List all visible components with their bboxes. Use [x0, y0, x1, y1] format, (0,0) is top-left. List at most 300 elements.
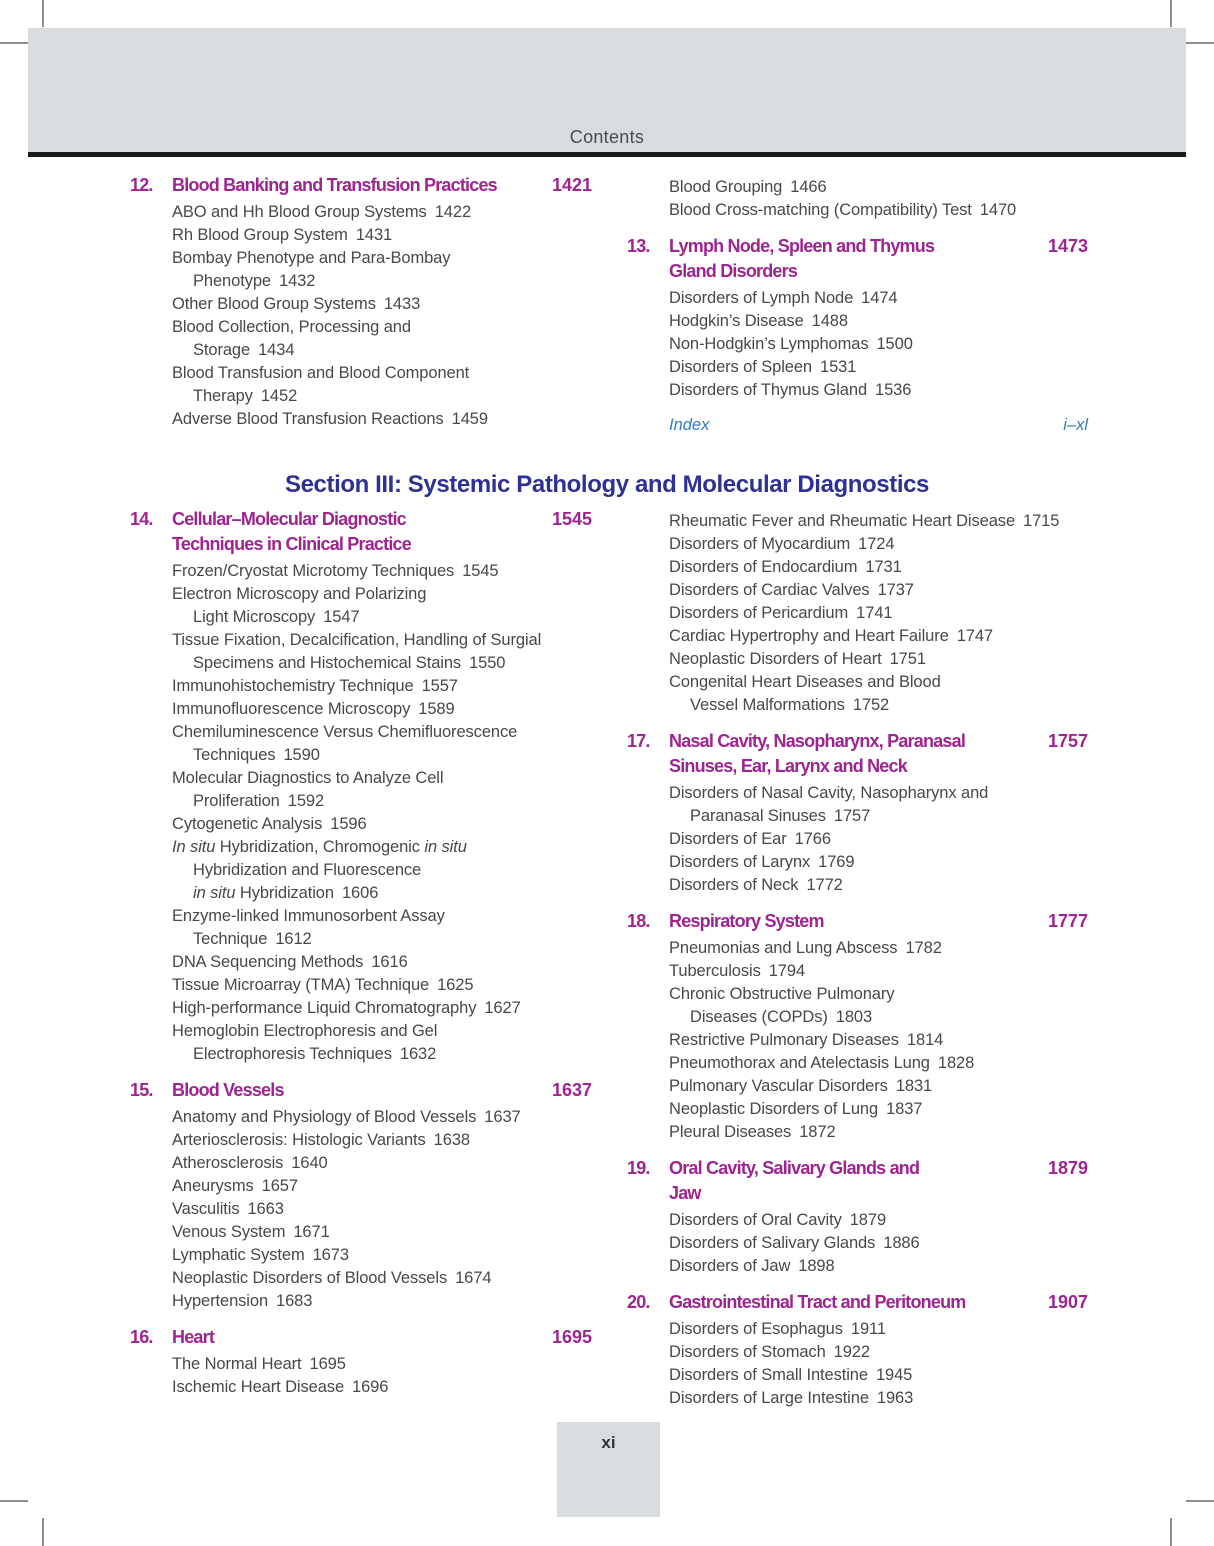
chapter-title-line: Cellular–Molecular Diagnostic [172, 509, 406, 529]
toc-chapter [130, 1325, 592, 1399]
toc-entry-line [130, 1290, 592, 1313]
entry-text: Neoplastic Disorders of Blood Vessels [172, 1269, 448, 1287]
chapter-heading [130, 173, 592, 198]
entry-text: Hypertension [172, 1292, 269, 1310]
crop-mark-bottom-left-vertical [42, 1518, 44, 1546]
entry-text: Neoplastic Disorders of Heart [669, 650, 882, 668]
entry-page-number: 1531 [820, 358, 857, 376]
toc-column-left [130, 173, 592, 437]
toc-entry-line [130, 1244, 592, 1267]
entry-text: Cardiac Hypertrophy and Heart Failure [669, 627, 949, 645]
toc-entry [130, 583, 592, 629]
toc-chapter [627, 729, 1088, 897]
entry-page-number: 1627 [484, 999, 521, 1017]
entry-text: Disorders of Myocardium [669, 535, 851, 553]
entry-text: Hybridization and Fluorescence [193, 861, 422, 879]
toc-entry [130, 1129, 592, 1152]
toc-entry-line [130, 293, 592, 316]
entry-page-number: 1466 [790, 178, 827, 196]
chapter-title-line: Blood Banking and Transfusion Practices [172, 175, 497, 195]
entry-text: Paranasal Sinuses [690, 807, 826, 825]
entry-page-number: 1695 [309, 1355, 346, 1373]
entry-text: Disorders of Endocardium [669, 558, 858, 576]
toc-entry-line [130, 652, 592, 675]
toc-entry [130, 767, 592, 813]
entry-page-number: 1550 [469, 654, 506, 672]
toc-entry [130, 224, 592, 247]
entry-page-number: 1922 [833, 1343, 870, 1361]
chapter-title-line: Techniques in Clinical Practice [172, 534, 411, 554]
toc-entry-line [130, 1376, 592, 1399]
toc-entry [627, 960, 1088, 983]
toc-entry-line [130, 813, 592, 836]
toc-entry [130, 1106, 592, 1129]
toc-chapter [130, 1078, 592, 1313]
chapter-page-number: 1473 [1047, 236, 1088, 256]
header-rule [28, 152, 1186, 157]
chapter-page-number: 1757 [1047, 731, 1088, 751]
toc-entry-line [627, 694, 1088, 717]
entry-text: Disorders of Ear [669, 830, 787, 848]
toc-entry-line [130, 882, 592, 905]
toc-entry-line [130, 1020, 592, 1043]
toc-entry [627, 199, 1088, 222]
toc-entry-line [130, 997, 592, 1020]
entry-page-number: 1766 [794, 830, 831, 848]
toc-column-right [627, 173, 1088, 437]
toc-entry-line [627, 1318, 1088, 1341]
page-number: xi [601, 1433, 616, 1452]
entry-text: Rheumatic Fever and Rheumatic Heart Disease [669, 512, 1016, 530]
entry-text: Disorders of Lymph Node [669, 289, 854, 307]
entry-text: Disorders of Nasal Cavity, Nasopharynx and [669, 784, 989, 802]
toc-entry-line [627, 1364, 1088, 1387]
chapter-title-line: Sinuses, Ear, Larynx and Neck [669, 756, 907, 776]
toc-entry [130, 721, 592, 767]
entry-text: Technique [193, 930, 268, 948]
toc-entry-line [627, 1098, 1088, 1121]
toc-entry-line [627, 379, 1088, 402]
crop-mark-bottom-left-horizontal [0, 1500, 28, 1502]
chapter-title [669, 234, 1032, 284]
toc-entry [627, 1364, 1088, 1387]
toc-entry [627, 1098, 1088, 1121]
toc-chapter [627, 909, 1088, 1144]
entry-text: Pneumonias and Lung Abscess [669, 939, 898, 957]
toc-entry-line [130, 408, 592, 431]
entry-text: Vessel Malformations [690, 696, 845, 714]
chapter-number: 13. [627, 236, 650, 256]
chapter-entries [627, 1209, 1088, 1278]
toc-entry-line [130, 1198, 592, 1221]
toc-entry [130, 836, 592, 905]
chapter-page-number: 1695 [551, 1327, 592, 1347]
toc-row-1 [130, 173, 1088, 437]
entry-text: Hemoglobin Electrophoresis and Gel [172, 1022, 438, 1040]
chapter-heading [627, 234, 1088, 284]
entry-text: Diseases (COPDs) [690, 1008, 828, 1026]
footer-page-box [557, 1422, 660, 1517]
entry-page-number: 1488 [811, 312, 848, 330]
chapter-heading [627, 729, 1088, 779]
entry-text: Rh Blood Group System [172, 226, 348, 244]
chapter-title-line: Blood Vessels [172, 1080, 284, 1100]
entry-page-number: 1474 [861, 289, 898, 307]
entry-page-number: 1640 [291, 1154, 328, 1172]
index-label: Index [669, 416, 710, 434]
toc-entry [627, 1232, 1088, 1255]
toc-entry-line [130, 606, 592, 629]
entry-text: Enzyme-linked Immunosorbent Assay [172, 907, 445, 925]
entry-text: Disorders of Esophagus [669, 1320, 843, 1338]
chapter-title [172, 173, 536, 198]
toc-entry [627, 556, 1088, 579]
entry-text: Electron Microscopy and Polarizing [172, 585, 427, 603]
toc-entry-line [130, 247, 592, 270]
toc-entry-line [130, 224, 592, 247]
toc-entry [130, 1221, 592, 1244]
entry-text: Hodgkin’s Disease [669, 312, 804, 330]
toc-entry-line [627, 1006, 1088, 1029]
chapter-number: 18. [627, 911, 650, 931]
entry-page-number: 1747 [956, 627, 993, 645]
page-title: Contents [569, 127, 645, 147]
chapter-title-line: Lymph Node, Spleen and Thymus [669, 236, 935, 256]
toc-entry [130, 1020, 592, 1066]
toc-entry-line [130, 744, 592, 767]
entry-text: Proliferation [193, 792, 280, 810]
toc-entry [130, 951, 592, 974]
toc-entry-line [130, 1152, 592, 1175]
toc-entry-line [627, 1121, 1088, 1144]
entry-page-number: 1752 [852, 696, 890, 714]
entry-text: Lymphatic System [172, 1246, 305, 1264]
entry-text: Tissue Fixation, Decalcification, Handling of Surgial [172, 631, 542, 649]
entry-page-number: 1547 [323, 608, 360, 626]
entry-page-number: 1879 [849, 1211, 887, 1229]
chapter-number: 14. [130, 509, 153, 529]
toc-entry [627, 1387, 1088, 1410]
entry-text: Light Microscopy [193, 608, 316, 626]
chapter-entries [130, 1353, 592, 1399]
toc-chapter [627, 1290, 1088, 1410]
toc-entry [130, 997, 592, 1020]
toc-entry-line [130, 201, 592, 224]
toc-entry-line [130, 339, 592, 362]
toc-column-left [130, 507, 592, 1410]
toc-entry [130, 408, 592, 431]
toc-chapter [627, 1156, 1088, 1278]
toc-row-2 [130, 507, 1088, 1410]
entry-text: Vasculitis [172, 1200, 240, 1218]
entry-text: Ischemic Heart Disease [172, 1378, 345, 1396]
chapter-entries [130, 201, 592, 431]
toc-entry-line [627, 805, 1088, 828]
chapter-title [669, 1156, 1032, 1206]
entry-page-number: 1673 [312, 1246, 349, 1264]
toc-entry-line [627, 579, 1088, 602]
entry-page-number: 1683 [276, 1292, 313, 1310]
crop-mark-top-left-vertical [42, 0, 44, 27]
chapter-page-number: 1637 [551, 1080, 592, 1100]
entry-page-number: 1741 [856, 604, 893, 622]
entry-text: Congenital Heart Diseases and Blood [669, 673, 941, 691]
toc-entry [130, 1290, 592, 1313]
chapter-title-line: Gastrointestinal Tract and Peritoneum [669, 1292, 966, 1312]
chapter-title [669, 729, 1032, 779]
toc-entry [130, 629, 592, 675]
entry-page-number: 1872 [799, 1123, 836, 1141]
entry-page-number: 1731 [865, 558, 902, 576]
toc-entry-line [627, 1255, 1088, 1278]
toc-entry [627, 602, 1088, 625]
toc-entry [627, 1341, 1088, 1364]
entry-text: Disorders of Larynx [669, 853, 811, 871]
crop-mark-top-right-horizontal [1186, 42, 1214, 44]
toc-entry [130, 560, 592, 583]
chapter-entries [627, 176, 1088, 222]
toc-entry [130, 1353, 592, 1376]
entry-page-number: 1589 [418, 700, 455, 718]
chapter-title [669, 909, 1032, 934]
toc-column-right [627, 507, 1088, 1410]
toc-entry [130, 974, 592, 997]
entry-text: Disorders of Thymus Gland [669, 381, 868, 399]
toc-entry-line [130, 316, 592, 339]
toc-entry [627, 1255, 1088, 1278]
toc-entry [130, 813, 592, 836]
toc-entry-line [627, 648, 1088, 671]
crop-mark-top-left-horizontal [0, 42, 28, 44]
entry-text: Disorders of Cardiac Valves [669, 581, 870, 599]
toc-entry-line [627, 199, 1088, 222]
chapter-title-line: Jaw [669, 1183, 701, 1203]
toc-entry-line [130, 629, 592, 652]
toc-entry-line [627, 874, 1088, 897]
toc-entry-line [627, 937, 1088, 960]
toc-entry [130, 905, 592, 951]
entry-text: Disorders of Stomach [669, 1343, 826, 1361]
entry-page-number: 1606 [341, 884, 379, 902]
toc-entry-line [627, 1052, 1088, 1075]
entry-text: Specimens and Histochemical Stains [193, 654, 462, 672]
toc-entry [627, 579, 1088, 602]
entry-text: Molecular Diagnostics to Analyze Cell [172, 769, 444, 787]
toc-entry [130, 1244, 592, 1267]
toc-entry [627, 1052, 1088, 1075]
chapter-heading [130, 507, 592, 557]
entry-page-number: 1632 [399, 1045, 437, 1063]
entry-text: Phenotype [193, 272, 271, 290]
entry-page-number: 1828 [937, 1054, 975, 1072]
toc-entry [130, 1198, 592, 1221]
entry-text: Frozen/Cryostat Microtomy Techniques [172, 562, 455, 580]
toc-entry-line [130, 951, 592, 974]
entry-text: Electrophoresis Techniques [193, 1045, 392, 1063]
chapter-heading [627, 909, 1088, 934]
toc-continued-entries [627, 176, 1088, 222]
toc-entry-line [627, 602, 1088, 625]
entry-page-number: 1470 [979, 201, 1017, 219]
toc-entry [627, 310, 1088, 333]
chapter-page-number: 1879 [1047, 1158, 1088, 1178]
chapter-page-number: 1907 [1047, 1292, 1088, 1312]
entry-text: Therapy [193, 387, 253, 405]
toc-entry-line [130, 790, 592, 813]
entry-text: Blood Grouping [669, 178, 783, 196]
entry-text: DNA Sequencing Methods [172, 953, 364, 971]
entry-text: Pleural Diseases [669, 1123, 792, 1141]
entry-page-number: 1837 [886, 1100, 923, 1118]
entry-text: Techniques [193, 746, 276, 764]
entry-text: Disorders of Large Intestine [669, 1389, 869, 1407]
entry-page-number: 1590 [283, 746, 320, 764]
toc-entry [627, 379, 1088, 402]
entry-text: Disorders of Oral Cavity [669, 1211, 842, 1229]
toc-entry-line [130, 836, 592, 859]
toc-entry-line [627, 176, 1088, 199]
toc-entry [627, 828, 1088, 851]
chapter-heading [130, 1078, 592, 1103]
entry-text: Other Blood Group Systems [172, 295, 376, 313]
entry-text: Pneumothorax and Atelectasis Lung [669, 1054, 930, 1072]
chapter-number: 19. [627, 1158, 650, 1178]
toc-entry [627, 625, 1088, 648]
entry-text: High-performance Liquid Chromatography [172, 999, 477, 1017]
entry-page-number: 1431 [355, 226, 393, 244]
entry-page-number: 1545 [462, 562, 499, 580]
toc-entry-line [130, 362, 592, 385]
entry-page-number: 1663 [247, 1200, 284, 1218]
entry-page-number: 1814 [906, 1031, 944, 1049]
toc-entry [627, 874, 1088, 897]
toc-entry-line [130, 1129, 592, 1152]
toc-entry-line [130, 1106, 592, 1129]
toc-chapter [130, 507, 592, 1066]
entry-page-number: 1432 [279, 272, 316, 290]
chapter-title-line: Oral Cavity, Salivary Glands and [669, 1158, 920, 1178]
toc-entry [130, 1152, 592, 1175]
toc-entry-line [627, 333, 1088, 356]
entry-page-number: 1612 [275, 930, 312, 948]
section-heading: Section III: Systemic Pathology and Molecular Diagnostics [284, 471, 930, 498]
entry-page-number: 1638 [433, 1131, 470, 1149]
chapter-entries [627, 287, 1088, 402]
entry-page-number: 1769 [818, 853, 855, 871]
chapter-number: 12. [130, 175, 153, 195]
chapter-page-number: 1421 [551, 175, 592, 195]
entry-page-number: 1794 [768, 962, 806, 980]
entry-page-number: 1433 [383, 295, 421, 313]
entry-text: Disorders of Neck [669, 876, 799, 894]
toc-entry [627, 1318, 1088, 1341]
toc-entry [627, 671, 1088, 717]
entry-text: Restrictive Pulmonary Diseases [669, 1031, 899, 1049]
entry-text: Storage [193, 341, 251, 359]
toc-entry-line [130, 1221, 592, 1244]
toc-entry-line [130, 1267, 592, 1290]
entry-page-number: 1751 [889, 650, 926, 668]
toc-entry-line [130, 928, 592, 951]
entry-page-number: 1757 [833, 807, 871, 825]
toc-entry-line [627, 1029, 1088, 1052]
toc-entry [627, 356, 1088, 379]
entry-text: Disorders of Small Intestine [669, 1366, 868, 1384]
entry-text: Tuberculosis [669, 962, 761, 980]
toc-entry-line [627, 960, 1088, 983]
entry-text: Disorders of Salivary Glands [669, 1234, 876, 1252]
index-page-range: i–xl [1063, 416, 1088, 434]
entry-text: Bombay Phenotype and Para-Bombay [172, 249, 451, 267]
entry-text: Chronic Obstructive Pulmonary [669, 985, 895, 1003]
toc-entry-line [130, 675, 592, 698]
entry-page-number: 1625 [437, 976, 474, 994]
toc-entry [130, 1376, 592, 1399]
toc-entry [627, 1209, 1088, 1232]
toc-entry-line [627, 510, 1088, 533]
entry-text: Chemiluminescence Versus Chemifluorescence [172, 723, 518, 741]
entry-page-number: 1596 [330, 815, 367, 833]
chapter-title [669, 1290, 1032, 1315]
chapter-entries [627, 1318, 1088, 1410]
toc-entry-line [130, 1043, 592, 1066]
crop-mark-bottom-right-horizontal [1186, 1500, 1214, 1502]
entry-text: Aneurysms [172, 1177, 254, 1195]
chapter-number: 20. [627, 1292, 650, 1312]
toc-entry-line [627, 1232, 1088, 1255]
entry-page-number: 1637 [484, 1108, 521, 1126]
entry-page-number: 1737 [877, 581, 914, 599]
entry-text: Blood Collection, Processing and [172, 318, 411, 336]
toc-entry [130, 201, 592, 224]
chapter-title [172, 507, 536, 557]
toc-entry [627, 851, 1088, 874]
toc-entry [627, 1075, 1088, 1098]
toc-entry [130, 1267, 592, 1290]
chapter-title-line: Nasal Cavity, Nasopharynx, Paranasal [669, 731, 966, 751]
chapter-title-line: Respiratory System [669, 911, 824, 931]
entry-text: Arteriosclerosis: Histologic Variants [172, 1131, 426, 1149]
toc-entry-line [130, 270, 592, 293]
header-band [28, 28, 1186, 152]
toc-entry-line [130, 905, 592, 928]
toc-entry [627, 533, 1088, 556]
chapter-heading [627, 1290, 1088, 1315]
entry-page-number: 1671 [293, 1223, 330, 1241]
chapter-title-line: Gland Disorders [669, 261, 798, 281]
entry-text: Pulmonary Vascular Disorders [669, 1077, 888, 1095]
toc-entry [627, 176, 1088, 199]
entry-text: Disorders of Pericardium [669, 604, 849, 622]
toc-entry-line [627, 782, 1088, 805]
entry-text: Immunofluorescence Microscopy [172, 700, 411, 718]
toc-entry-line [130, 974, 592, 997]
toc-entry-line [627, 556, 1088, 579]
toc-entry [130, 1175, 592, 1198]
chapter-heading [130, 1325, 592, 1350]
chapter-number: 15. [130, 1080, 153, 1100]
entry-text: Tissue Microarray (TMA) Technique [172, 976, 430, 994]
entry-page-number: 1557 [421, 677, 458, 695]
entry-text: Non-Hodgkin’s Lymphomas [669, 335, 869, 353]
toc-entry-line [130, 859, 592, 882]
toc-entry [627, 333, 1088, 356]
entry-page-number: 1536 [875, 381, 912, 399]
entry-text: Blood Cross-matching (Compatibility) Test [669, 201, 972, 219]
toc-continued-entries [627, 510, 1088, 717]
entry-page-number: 1782 [905, 939, 942, 957]
chapter-entries [130, 1106, 592, 1313]
